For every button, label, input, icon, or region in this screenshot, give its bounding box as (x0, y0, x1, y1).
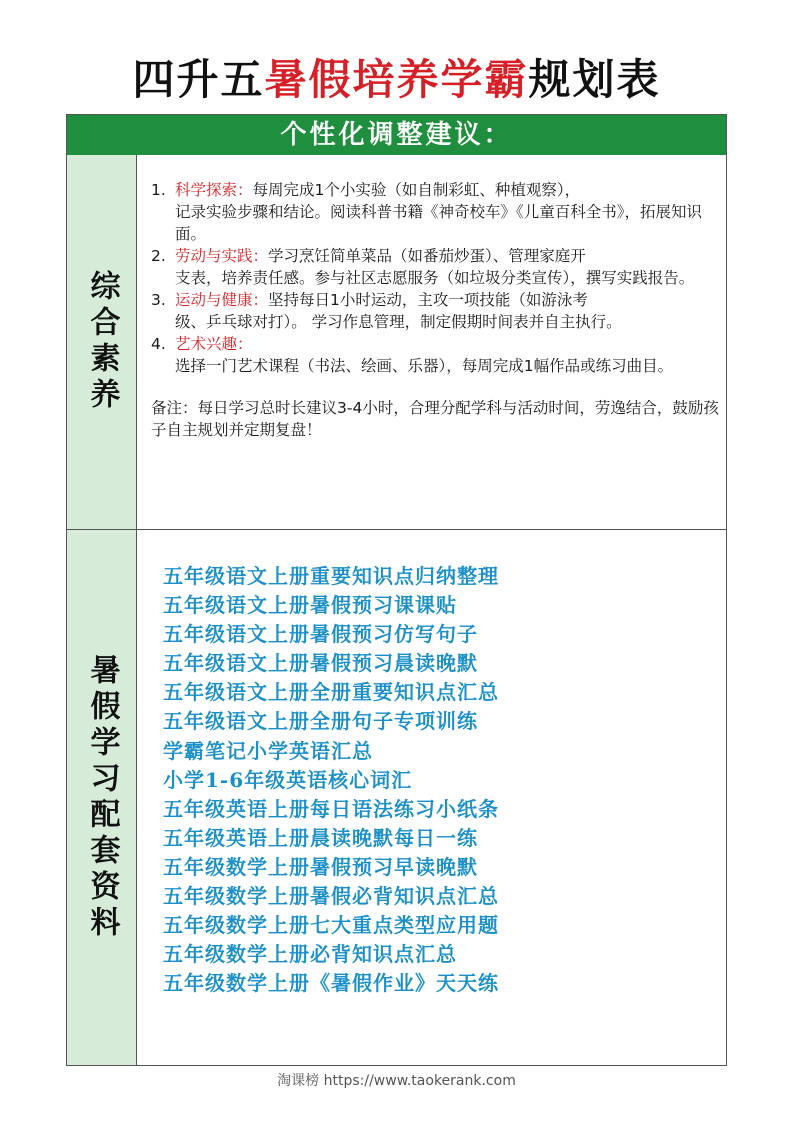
suggestion-item (151, 289, 721, 333)
footer-source: 淘课榜 https://www.taokerank.com (277, 1073, 516, 1089)
material-link[interactable]: 学霸笔记小学英语汇总 (163, 738, 373, 763)
item-first-line: 学习烹饪简单菜品（如番茄炒蛋）、管理家庭开 (268, 247, 586, 265)
title-part-1: 四升五 (132, 55, 265, 104)
side-label-cell (67, 530, 137, 1065)
row-materials (67, 530, 726, 1065)
materials-link-list (163, 562, 723, 998)
material-link[interactable]: 五年级数学上册《暑假作业》天天练 (163, 971, 499, 996)
item-body: 记录实验步骤和结论。阅读科普书籍《神奇校车》《儿童百科全书》，拓展知识面。 (175, 203, 703, 243)
material-link[interactable]: 五年级数学上册必背知识点汇总 (163, 942, 457, 967)
side-label-comprehensive: 综合素养 (84, 270, 120, 414)
item-number: 4. (151, 335, 166, 353)
material-link[interactable]: 五年级语文上册暑假预习课课贴 (163, 593, 457, 618)
item-number: 2. (151, 247, 166, 265)
material-link[interactable]: 五年级英语上册每日语法练习小纸条 (163, 796, 499, 821)
note-text: 备注：每日学习总时长建议3-4小时，合理分配学科与活动时间，劳逸结合，鼓励孩子自主规划并定期复盘！ (151, 399, 719, 439)
item-body: 选择一门艺术课程（书法、绘画、乐器），每周完成1幅作品或练习曲目。 (175, 357, 674, 375)
suggestion-item (151, 245, 721, 289)
row-comprehensive (67, 155, 726, 530)
item-first-line: 每周完成1个小实验（如自制彩虹、种植观察）， (252, 181, 581, 199)
page-title (0, 52, 793, 108)
item-first-line: 坚持每日1小时运动，主攻一项技能（如游泳考 (268, 291, 588, 309)
item-heading: 运动与健康： (175, 291, 269, 309)
material-link[interactable]: 五年级数学上册暑假必背知识点汇总 (163, 884, 499, 909)
material-link[interactable]: 五年级语文上册暑假预习仿写句子 (163, 622, 478, 647)
material-link[interactable]: 小学1-6年级英语核心词汇 (163, 767, 413, 792)
plan-table (66, 114, 727, 1066)
title-part-3: 规划表 (528, 55, 661, 104)
material-link[interactable]: 五年级数学上册七大重点类型应用题 (163, 913, 499, 938)
material-link[interactable]: 五年级语文上册暑假预习晨读晚默 (163, 651, 478, 676)
suggestion-item (151, 333, 721, 377)
material-link[interactable]: 五年级数学上册暑假预习早读晚默 (163, 854, 478, 879)
material-link[interactable]: 五年级语文上册重要知识点归纳整理 (163, 564, 499, 588)
item-number: 1. (151, 181, 166, 199)
material-link[interactable]: 五年级语文上册全册重要知识点汇总 (163, 680, 499, 705)
item-heading: 劳动与实践： (175, 247, 269, 265)
suggestion-item (151, 179, 721, 245)
side-label-cell (67, 155, 137, 529)
item-heading: 艺术兴趣： (175, 335, 253, 353)
side-label-materials: 暑假学习配套资料 (84, 653, 120, 942)
material-link[interactable]: 五年级英语上册晨读晚默每日一练 (163, 825, 478, 850)
item-number: 3. (151, 291, 166, 309)
item-heading: 科学探索： (175, 181, 253, 199)
material-link[interactable]: 五年级语文上册全册句子专项训练 (163, 709, 478, 734)
section-banner: 个性化调整建议： (67, 115, 726, 155)
title-part-2: 暑假培养学霸 (264, 55, 529, 104)
item-body: 级、乒乓球对打）。 学习作息管理，制定假期时间表并自主执行。 (175, 313, 622, 331)
item-body: 支表，培养责任感。参与社区志愿服务（如垃圾分类宣传），撰写实践报告。 (175, 269, 695, 287)
suggestions-content (151, 179, 721, 441)
